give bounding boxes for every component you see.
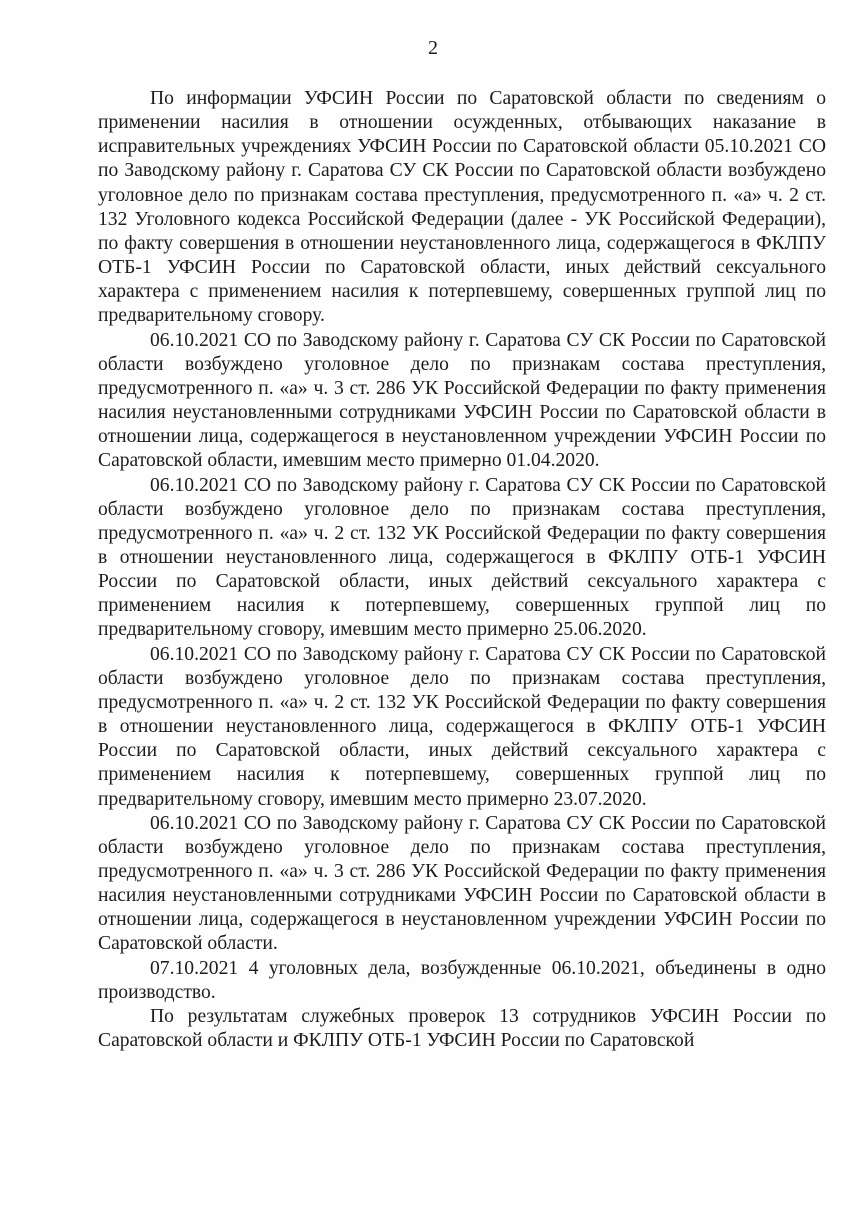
paragraph-case-132-july: 06.10.2021 СО по Заводскому району г. Саратова СУ СК России по Саратовской области возбуждено уголовное дело по признакам состава преступления, предусмотренного п. «а» ч. 2 ст. 132 УК Российской Федерации по факту совершения в отношении неустановленного лица, содержащегося в ФКЛПУ ОТБ-1 УФСИН России по Саратовской области, иных действий сексуального характера с применением насилия к потерпевшему, совершенных группой лиц по предварительному сговору, имевшим место примерно 23.07.2020. [98, 643, 826, 810]
paragraph-case-132-june: 06.10.2021 СО по Заводскому району г. Саратова СУ СК России по Саратовской области возбуждено уголовное дело по признакам состава преступления, предусмотренного п. «а» ч. 2 ст. 132 УК Российской Федерации по факту совершения в отношении неустановленного лица, содержащегося в ФКЛПУ ОТБ-1 УФСИН России по Саратовской области, иных действий сексуального характера с применением насилия к потерпевшему, совершенных группой лиц по предварительному сговору, имевшим место примерно 25.06.2020. [98, 474, 826, 641]
paragraph-cases-merged: 07.10.2021 4 уголовных дела, возбужденные 06.10.2021, объединены в одно производство. [98, 957, 826, 1003]
document-body [98, 87, 826, 1053]
paragraph-case-286-april: 06.10.2021 СО по Заводскому району г. Саратова СУ СК России по Саратовской области возбуждено уголовное дело по признакам состава преступления, предусмотренного п. «а» ч. 3 ст. 286 УК Российской Федерации по факту применения насилия неустановленными сотрудниками УФСИН России по Саратовской области в отношении лица, содержащегося в неустановленном учреждении УФСИН России по Саратовской области, имевшим место примерно 01.04.2020. [98, 329, 826, 472]
paragraph-case-286-unknown: 06.10.2021 СО по Заводскому району г. Саратова СУ СК России по Саратовской области возбуждено уголовное дело по признакам состава преступления, предусмотренного п. «а» ч. 3 ст. 286 УК Российской Федерации по факту применения насилия неустановленными сотрудниками УФСИН России по Саратовской области в отношении лица, содержащегося в неустановленном учреждении УФСИН России по Саратовской области. [98, 812, 826, 955]
paragraph-ufsin-information: По информации УФСИН России по Саратовской области по сведениям о применении насилия в отношении осужденных, отбывающих наказание в исправительных учреждениях УФСИН России по Саратовской области 05.10.2021 СО по Заводскому району г. Саратова СУ СК России по Саратовской области возбуждено уголовное дело по признакам состава преступления, предусмотренного п. «а» ч. 2 ст. 132 Уголовного кодекса Российской Федерации (далее - УК Российской Федерации), по факту совершения в отношении неустановленного лица, содержащегося в ФКЛПУ ОТБ-1 УФСИН России по Саратовской области, иных действий сексуального характера с применением насилия к потерпевшему, совершенных группой лиц по предварительному сговору. [98, 88, 826, 327]
page-number: 2 [428, 37, 438, 59]
paragraph-internal-inspections: По результатам служебных проверок 13 сотрудников УФСИН России по Саратовской области и ФКЛПУ ОТБ-1 УФСИН России по Саратовской [98, 1005, 826, 1052]
